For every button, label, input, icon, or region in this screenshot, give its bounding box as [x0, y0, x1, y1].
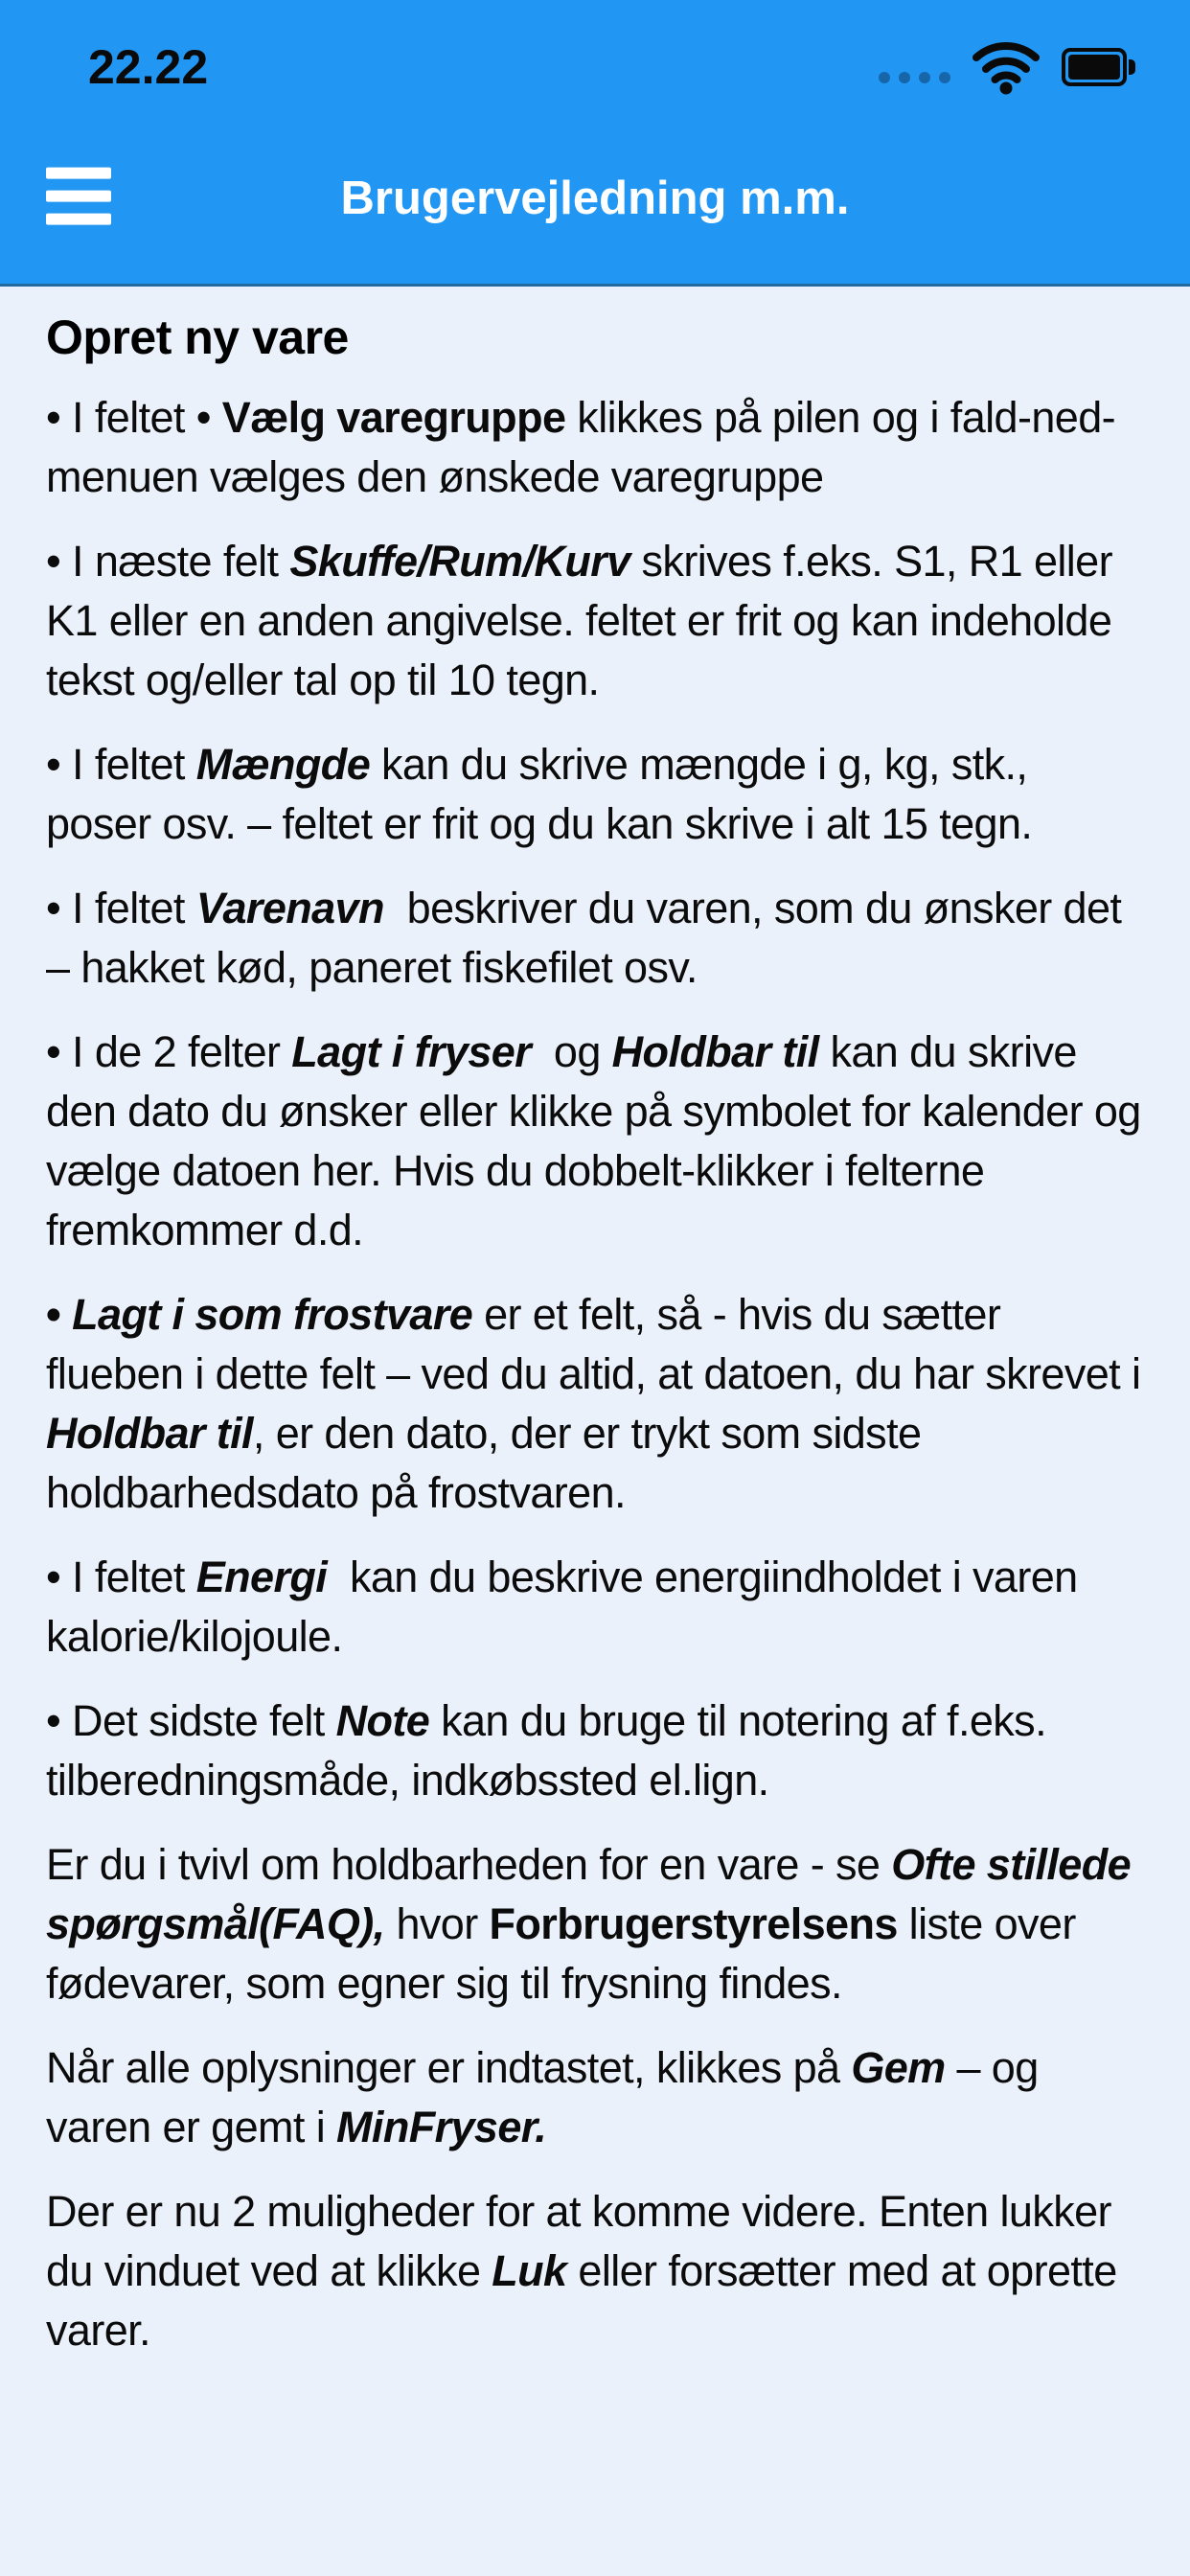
text-run: • I feltet	[46, 884, 196, 932]
battery-icon	[1062, 48, 1127, 86]
text-run: kan du skrive mængde i g, kg, stk., poser osv. – feltet er frit og du kan skrive i alt 15 tegn.	[46, 740, 1040, 848]
text-run: Energi	[195, 1552, 328, 1601]
text-run: Holdbar til	[611, 1027, 819, 1076]
status-time: 22.22	[88, 40, 209, 94]
page-title: Brugervejledning m.m.	[340, 172, 850, 224]
text-run: • I feltet	[46, 740, 196, 789]
nav-bar	[0, 113, 1190, 284]
text-run: Gem	[851, 2043, 946, 2092]
text-run: Varenavn	[195, 884, 384, 932]
text-run: Når alle oplysninger er indtastet, klikkes på	[46, 2043, 852, 2092]
text-run: liste over fødevarer, som egner sig til frysning findes.	[46, 1899, 1087, 2008]
text-run: Lagt i som frostvare	[72, 1290, 473, 1339]
text-run: beskriver du varen, som du ønsker det – hakket kød, paneret fiskefilet osv.	[46, 884, 1133, 992]
text-run: kan du skrive den dato du ønsker eller klikke på symbolet for kalender og vælge datoen her. Hvis du dobbelt-klikker i felterne fremkommer d.d.	[46, 1027, 1153, 1254]
paragraph	[46, 2038, 1142, 2157]
paragraph	[46, 2182, 1142, 2360]
text-run: Der er nu 2 muligheder for at komme videre. Enten lukker du vinduet ved at klikke	[46, 2187, 1123, 2295]
text-run: Vælg varegruppe	[221, 393, 566, 442]
hamburger-icon	[46, 168, 111, 225]
text-run: • I feltet	[46, 1552, 196, 1601]
text-run: Note	[335, 1696, 430, 1745]
text-run: • I feltet •	[46, 393, 222, 442]
section-heading: Opret ny vare	[46, 310, 349, 364]
text-run: kan du beskrive energiindholdet i varen kalorie/kilojoule.	[46, 1552, 1089, 1661]
menu-button[interactable]	[46, 168, 111, 225]
text-run: , er den dato, der er trykt som sidste holdbarhedsdato på frostvaren.	[46, 1409, 933, 1517]
paragraph	[46, 388, 1142, 507]
text-run: Ofte stillede spørgsmål(FAQ),	[46, 1840, 1142, 1948]
text-run: •	[46, 1290, 73, 1339]
paragraph	[46, 1548, 1142, 1667]
paragraph	[46, 1285, 1153, 1523]
text-run: og	[531, 1027, 612, 1076]
text-run: • I de 2 felter	[46, 1027, 292, 1076]
status-icons	[879, 39, 1136, 95]
text-run: MinFryser.	[336, 2103, 547, 2151]
cellular-signal-icon	[879, 72, 950, 83]
paragraph	[46, 879, 1142, 998]
text-run: • Det sidste felt	[46, 1696, 336, 1745]
content	[0, 287, 1190, 2360]
text-run: Mængde	[195, 740, 371, 789]
text-run: Holdbar til	[46, 1409, 253, 1458]
text-run: Er du i tvivl om holdbarheden for en vare - se	[46, 1840, 892, 1889]
text-run: skrives f.eks. S1, R1 eller K1 eller en anden angivelse. feltet er frit og kan indeholde tekst og/eller tal op til 10 tegn.	[46, 537, 1124, 704]
text-run: klikkes på pilen og i fald-ned-menuen vælges den ønskede varegruppe	[46, 393, 1116, 501]
paragraph	[46, 1835, 1142, 2013]
text-run: kan du bruge til notering af f.eks. tilberedningsmåde, indkøbssted el.lign.	[46, 1696, 1058, 1805]
wifi-icon	[970, 39, 1042, 95]
paragraph	[46, 532, 1142, 710]
text-run: Skuffe/Rum/Kurv	[289, 537, 630, 586]
paragraph	[46, 1023, 1153, 1260]
paragraph	[46, 1691, 1142, 1810]
text-run: • I næste felt	[46, 537, 290, 586]
text-run: Lagt i fryser	[291, 1027, 532, 1076]
text-run: eller forsætter med at oprette varer.	[46, 2246, 1129, 2355]
text-run: er et felt, så - hvis du sætter flueben i dette felt – ved du altid, at datoen, du har skrevet i	[46, 1290, 1153, 1398]
text-run: Forbrugerstyrelsens	[489, 1899, 898, 1948]
status-bar	[0, 0, 1190, 113]
header	[0, 0, 1190, 287]
text-run: Luk	[492, 2246, 567, 2295]
paragraph	[46, 735, 1142, 854]
text-run: hvor	[384, 1899, 490, 1948]
text-run: – og varen er gemt i	[46, 2043, 1050, 2151]
